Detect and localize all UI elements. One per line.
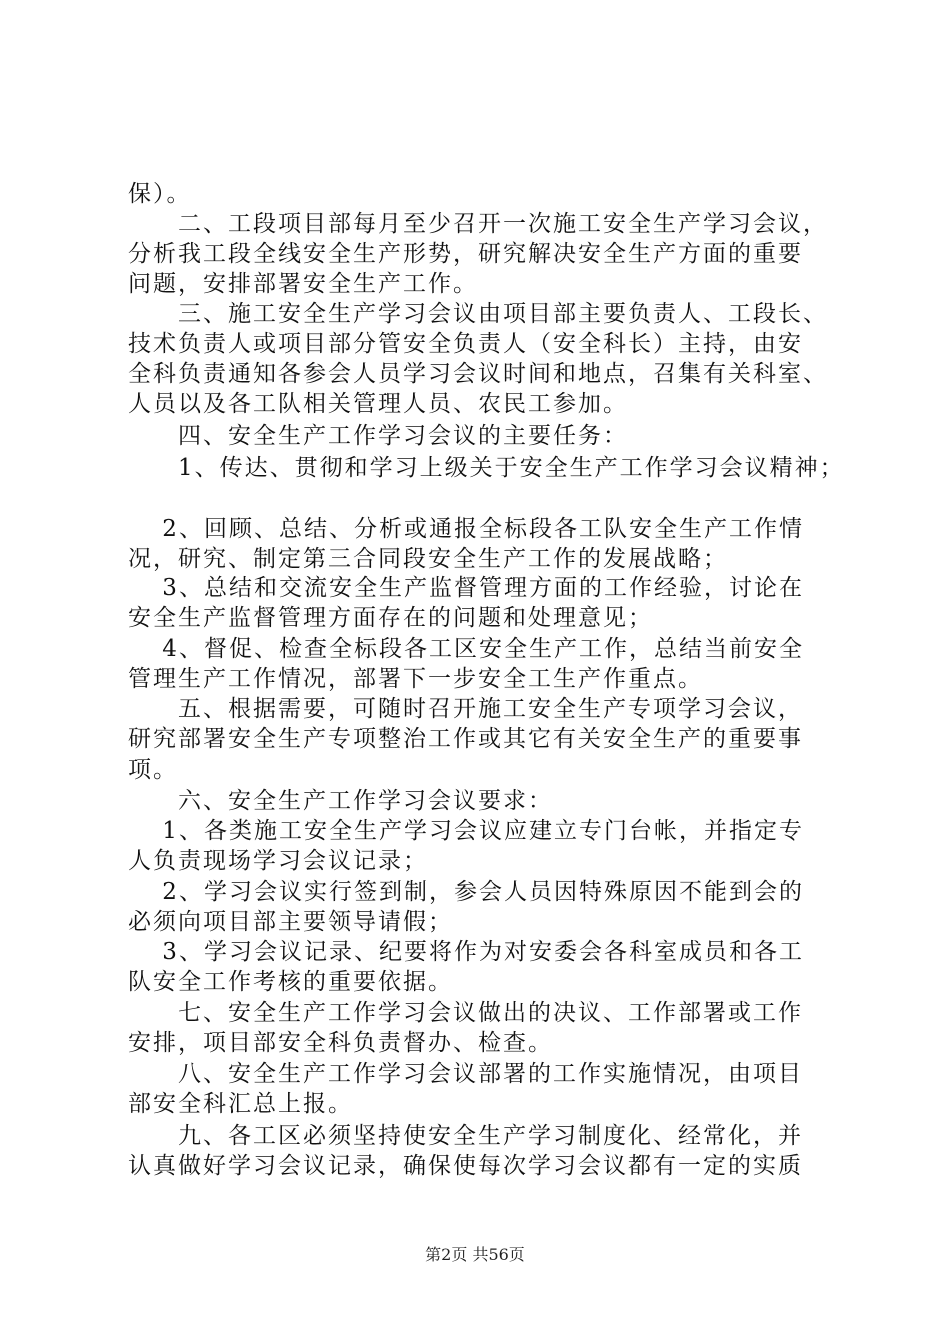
text-line: 2、学习会议实行签到制，参会人员因特殊原因不能到会的: [128, 879, 804, 905]
text-line: 项。: [128, 757, 178, 783]
text-line: 分析我工段全线安全生产形势，研究解决安全生产方面的重要: [128, 241, 803, 267]
text-line: 保）。: [128, 181, 192, 207]
text-line: 六、安全生产工作学习会议要求：: [128, 788, 553, 814]
text-line: 3、总结和交流安全生产监督管理方面的工作经验，讨论在: [128, 575, 804, 601]
text-line: 九、各工区必须坚持使安全生产学习制度化、经常化，并: [128, 1123, 803, 1149]
text-line: 认真做好学习会议记录，确保使每次学习会议都有一定的实质: [128, 1153, 803, 1179]
text-line: 八、安全生产工作学习会议部署的工作实施情况，由项目: [128, 1061, 803, 1087]
text-line: 3、学习会议记录、纪要将作为对安委会各科室成员和各工: [128, 939, 804, 965]
text-line: 人员以及各工队相关管理人员、农民工参加。: [128, 391, 628, 417]
text-line: 1、各类施工安全生产学习会议应建立专门台帐，并指定专: [128, 818, 804, 844]
text-line: 二、工段项目部每月至少召开一次施工安全生产学习会议，: [128, 211, 828, 237]
text-line: 2、回顾、总结、分析或通报全标段各工队安全生产工作情: [128, 516, 804, 542]
text-line: 四、安全生产工作学习会议的主要任务：: [128, 423, 628, 449]
text-line: 4、督促、检查全标段各工区安全生产工作，总结当前安全: [128, 636, 804, 662]
text-line: 1、传达、贯彻和学习上级关于安全生产工作学习会议精神；: [128, 455, 845, 481]
text-line: 人负责现场学习会议记录；: [128, 848, 428, 874]
text-line: 队安全工作考核的重要依据。: [128, 969, 453, 995]
text-line: 七、安全生产工作学习会议做出的决议、工作部署或工作: [128, 1000, 803, 1026]
text-line: 管理生产工作情况，部署下一步安全工生产作重点。: [128, 666, 703, 692]
text-line: 全科负责通知各参会人员学习会议时间和地点，召集有关科室、: [128, 361, 828, 387]
page-footer: 第2页 共56页: [425, 1245, 525, 1264]
text-line: 三、施工安全生产学习会议由项目部主要负责人、工段长、: [128, 301, 828, 327]
text-line: 问题，安排部署安全生产工作。: [128, 271, 478, 297]
text-line: 技术负责人或项目部分管安全负责人（安全科长）主持，由安: [128, 331, 803, 357]
text-line: 必须向项目部主要领导请假；: [128, 909, 453, 935]
text-line: 五、根据需要，可随时召开施工安全生产专项学习会议，: [128, 696, 803, 722]
text-line: 部安全科汇总上报。: [128, 1091, 353, 1117]
text-line: 况，研究、制定第三合同段安全生产工作的发展战略；: [128, 546, 728, 572]
text-line: 研究部署安全生产专项整治工作或其它有关安全生产的重要事: [128, 726, 803, 752]
text-line: 安全生产监督管理方面存在的问题和处理意见；: [128, 605, 653, 631]
text-line: 安排，项目部安全科负责督办、检查。: [128, 1030, 553, 1056]
